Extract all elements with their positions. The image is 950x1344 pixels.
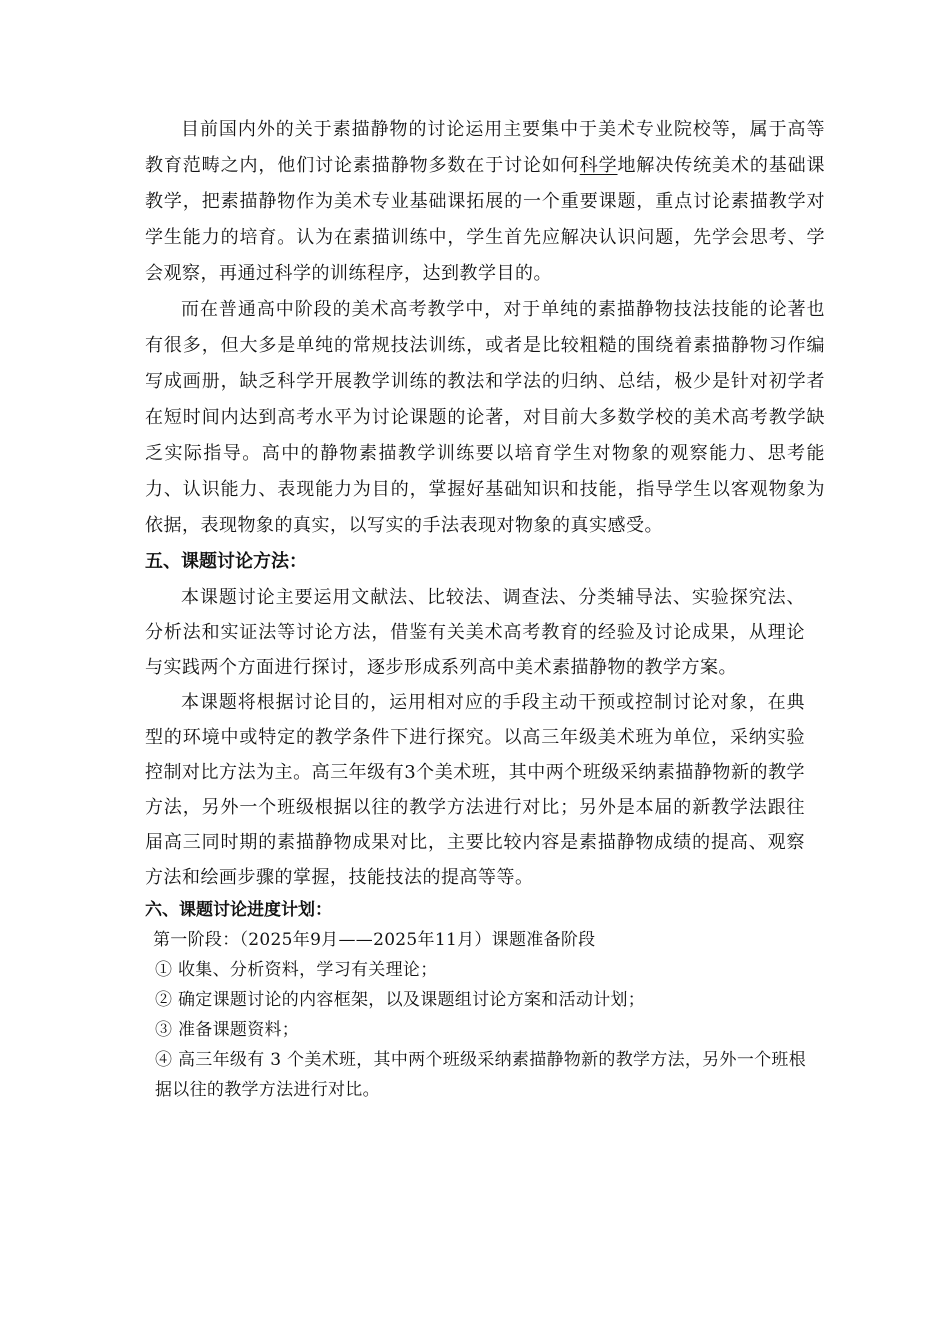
list-item: ③ 准备课题资料； [155,1020,300,1040]
stage-one-title: 第一阶段：（2025年9月——2025年11月）课题准备阶段 [153,930,596,950]
document-body [145,112,825,1105]
paragraph-high-school-teaching: 而在普通高中阶段的美术高考教学中，对于单纯的素描静物技法技能的论著也有很多，但大多是单纯的常规技法训练，或者是比较粗糙的围绕着素描静物习作编写成画册，缺乏科学开展教学训练的教法和学法的归纳、总结，极少是针对初学者在短时间内达到高考水平为讨论课题的论著，对目前大多数学校的美术高考教学缺乏实际指导。高中的静物素描教学训练要以培育学生对物象的观察能力、思考能力、认识能力、表现能力为目的，掌握好基础知识和技能，指导学生以客观物象为依据，表现物象的真实，以写实的手法表现对物象的真实感受。 [145,299,825,536]
list-item: ① 收集、分析资料，学习有关理论； [155,960,438,980]
section-heading-schedule: 六、课题讨论进度计划： [145,900,332,920]
paragraph-text: 地解决传统美术的基础课教学，把素描静物作为美术专业基础课拓展的一个重要课题，重点讨论素描教学对学生能力的培育。认为在素描训练中，学生首先应解决认识问题，先学会思考、学会观察，再通过科学的训练程序，达到教学目的。 [145,155,826,284]
paragraph-text: 目前国内外的关于素描静物的讨论运用主要集中于美术专业院校等，属于高等教育范畴之内，他们讨论素描静物多数在于讨论如何 [145,119,825,176]
paragraph-methods: 本课题讨论主要运用文献法、比较法、调查法、分类辅导法、实验探究法、分析法和实证法等讨论方法，借鉴有关美术高考教育的经验及讨论成果，从理论与实践两个方面进行探讨，逐步形成系列高中美术素描静物的教学方案。 [145,587,805,678]
paragraph-research-status [145,112,825,292]
list-item: ② 确定课题讨论的内容框架，以及课题组讨论方案和活动计划； [155,990,646,1010]
list-item: ④ 高三年级有 3 个美术班，其中两个班级采纳素描静物新的教学方法，另外一个班根据以往的教学方法进行对比。 [155,1050,807,1100]
underlined-word: 科学 [579,155,618,176]
paragraph-experiment: 本课题将根据讨论目的，运用相对应的手段主动干预或控制讨论对象，在典型的环境中或特定的教学条件下进行探究。以高三年级美术班为单位，采纳实验控制对比方法为主。高三年级有3个美术班，其中两个班级采纳素描静物新的教学方法，另外一个班级根据以往的教学方法进行对比；另外是本届的新教学法跟往届高三同时期的素描静物成果对比，主要比较内容是素描静物成绩的提高、观察方法和绘画步骤的掌握，技能技法的提高等等。 [145,692,805,888]
section-heading-methods: 五、课题讨论方法： [145,551,307,572]
